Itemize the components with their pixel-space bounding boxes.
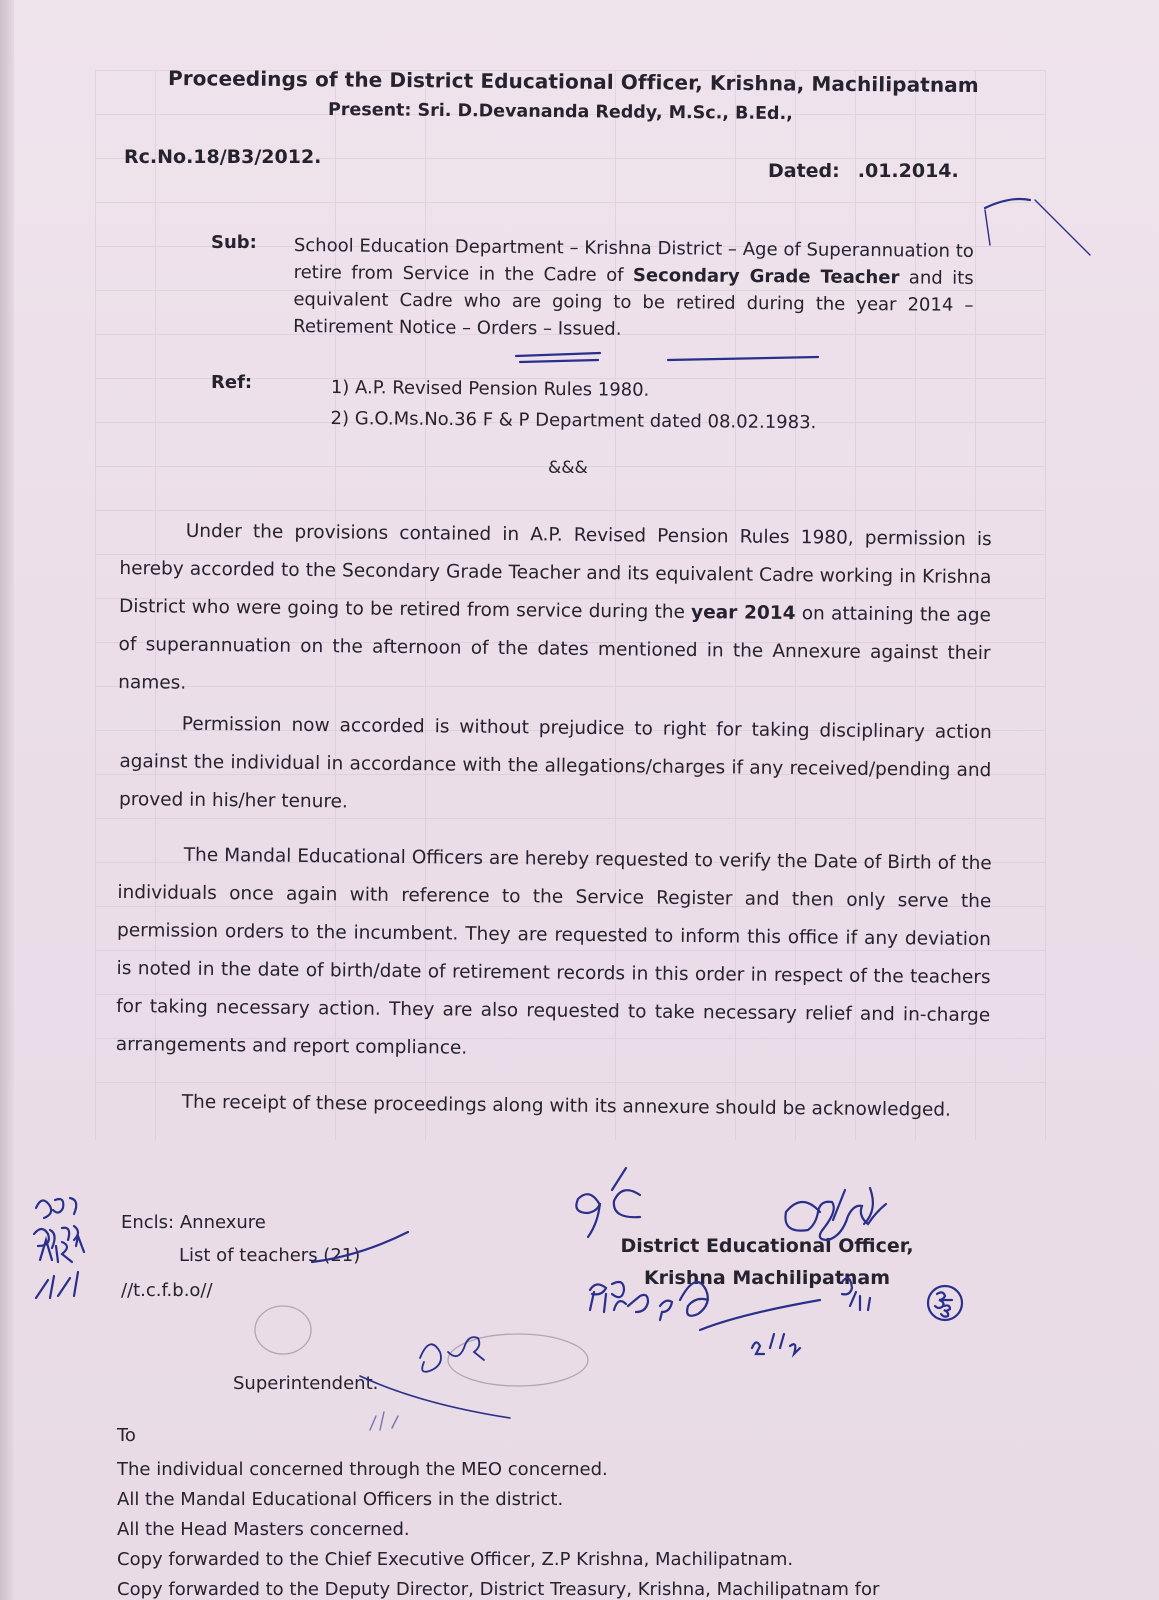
distribution-line: The individual concerned through the MEO concerned. xyxy=(117,1459,608,1480)
reference-item: 1) A.P. Revised Pension Rules 1980. xyxy=(330,376,650,401)
enclosure-item: List of teachers (21) xyxy=(179,1245,361,1266)
to-label: To xyxy=(117,1425,136,1446)
reference-list xyxy=(330,372,816,438)
binder-shadow xyxy=(0,0,14,1600)
enclosures xyxy=(121,1206,360,1272)
handwritten-9c xyxy=(576,1194,600,1237)
signatory-place: Krishna Machilipatnam xyxy=(643,1267,891,1289)
faint-stamp xyxy=(255,1306,311,1354)
distribution-line: Copy forwarded to the Deputy Director, District Treasury, Krishna, Machilipatnam for xyxy=(117,1579,880,1600)
subject-bold: Secondary Grade Teacher xyxy=(632,264,900,289)
superintendent-signature xyxy=(370,1412,398,1430)
enclosure-label: Encls: Annexure xyxy=(121,1212,266,1233)
circled-number-mark xyxy=(935,1292,952,1316)
faint-stamp xyxy=(448,1334,588,1386)
superintendent-signature xyxy=(420,1337,484,1372)
initials-scribble xyxy=(36,1272,78,1298)
deo-signature xyxy=(833,1188,873,1224)
body-paragraph-4: The receipt of these proceedings along with its annexure should be acknowledged. xyxy=(181,1091,952,1121)
initials-scribble xyxy=(34,1226,78,1248)
subject-text-1: School Education Department – Krishna District – Age of Superannuation to retire from Service in the Cadre of xyxy=(293,234,974,286)
rc-number: Rc.No.18/B3/2012. xyxy=(124,146,322,168)
distribution-list xyxy=(117,1455,879,1600)
superintendent-label: Superintendent. xyxy=(233,1373,379,1394)
para1-text-a: Under the provisions contained in A.P. Revised Pension Rules 1980, permission is hereby accorded to the Secondary Grade Teacher and its equivalent Cadre working in Krishna District who were going to be retired from service during the xyxy=(118,520,992,623)
date-initials xyxy=(752,1334,800,1354)
dated-label: Dated: xyxy=(768,160,840,182)
body-paragraph-2: Permission now accorded is without prejudice to right for taking disciplinary action against the individual in accordance with the allegations/charges if any received/pending and proved in his/her tenure. xyxy=(118,713,992,813)
superintendent-signature xyxy=(360,1376,510,1418)
date-initials xyxy=(700,1300,820,1330)
body-paragraph-3: The Mandal Educational Officers are hereby requested to verify the Date of Birth of the individuals once again with reference to the Service Register and then only serve the permission orders to the incumbent. They are requested to inform this office if any deviation is noted in the date of birth/date of retirement records in this order in respect of the teachers for taking necessary action. They are also requested to take necessary relief and in-charge arrangements and report compliance. xyxy=(115,844,992,1059)
reference-item: 2) G.O.Ms.No.36 F & P Department dated 08.02.1983. xyxy=(330,407,817,434)
distribution-line: All the Head Masters concerned. xyxy=(117,1519,410,1540)
signatory-block xyxy=(612,1230,922,1294)
signatory-title: District Educational Officer, xyxy=(620,1235,914,1257)
circled-number-mark xyxy=(928,1286,962,1320)
ref-label: Ref: xyxy=(211,372,253,393)
para1-bold: year 2014 xyxy=(690,601,796,625)
subject-text-2: and its equivalent Cadre who are going to be retired during the year 2014 – Retirement Notice – Orders – Issued. xyxy=(293,267,974,340)
subject-label: Sub: xyxy=(211,232,257,253)
present-officer: Present: Sri. D.Devananda Reddy, M.Sc., B.Ed., xyxy=(327,100,793,125)
distribution-line: Copy forwarded to the Chief Executive Officer, Z.P Krishna, Machilipatnam. xyxy=(117,1549,794,1570)
date-line xyxy=(768,160,959,182)
distribution-line: All the Mandal Educational Officers in the district. xyxy=(117,1489,564,1510)
date-initials xyxy=(590,1292,672,1320)
initials-scribble xyxy=(40,1236,84,1262)
proceedings-title: Proceedings of the District Educational Officer, Krishna, Machilipatnam xyxy=(167,66,979,98)
subject-text xyxy=(293,232,974,346)
para1-text-b: on attaining the age of superannuation on the afternoon of the dates mentioned in the Annexure against their names. xyxy=(118,603,992,694)
initials-scribble xyxy=(36,1198,76,1218)
office-initials: //t.c.f.b.o// xyxy=(121,1280,213,1301)
dated-value: .01.2014. xyxy=(857,160,959,182)
separator-mark: &&& xyxy=(548,458,588,478)
body-paragraph-1 xyxy=(118,512,992,711)
handwritten-9c xyxy=(612,1168,640,1217)
